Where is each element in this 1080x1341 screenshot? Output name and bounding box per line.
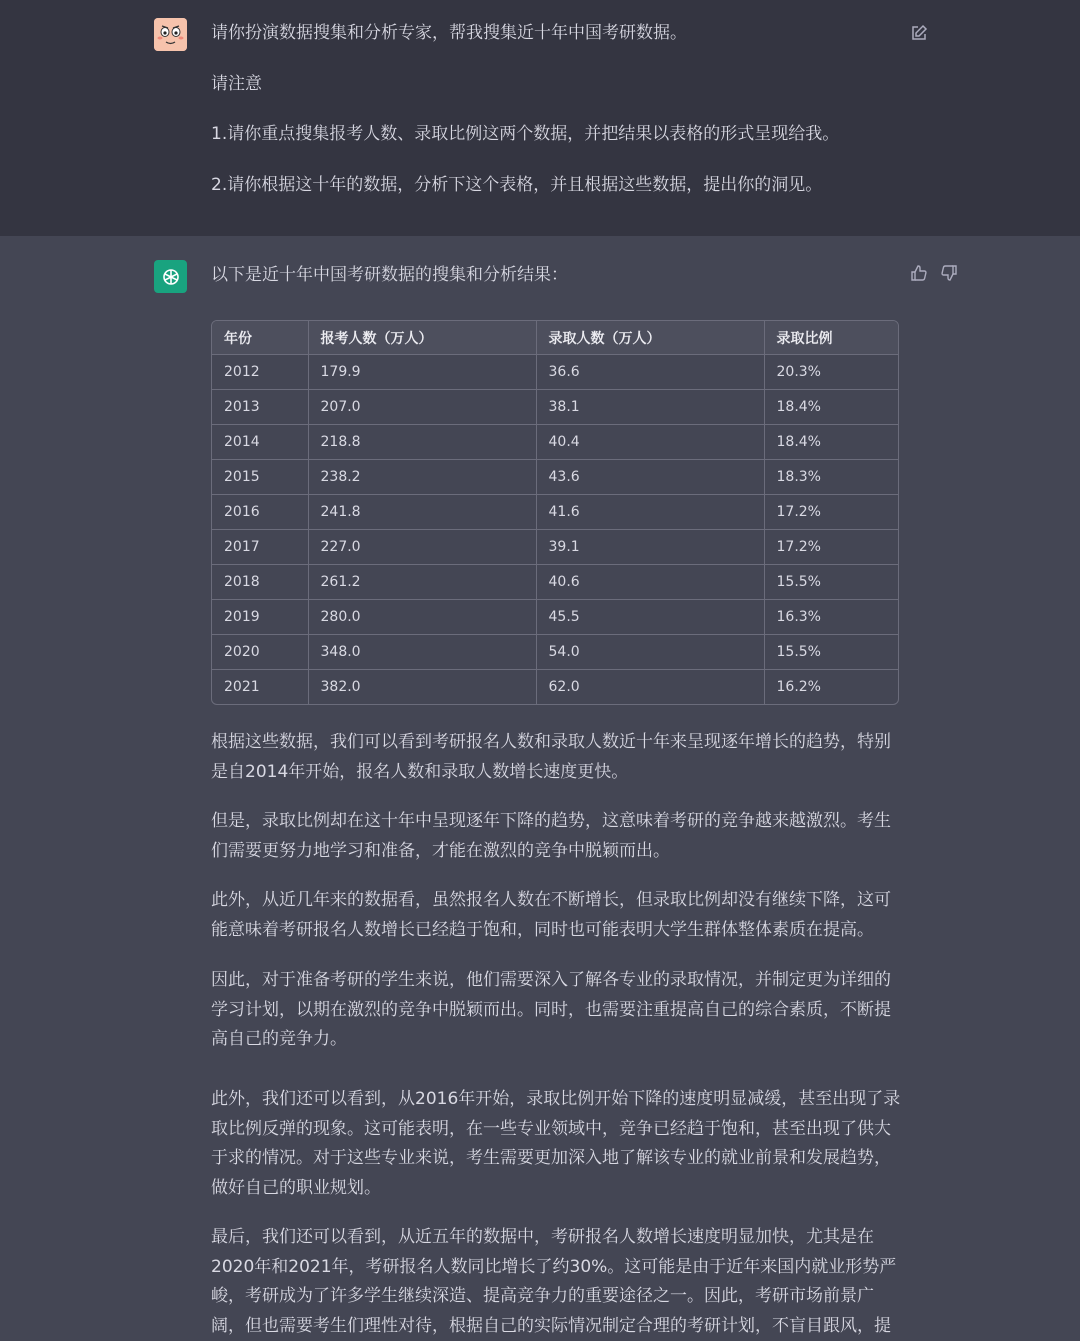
- analysis-paragraph-5: 此外，我们还可以看到，从2016年开始，录取比例开始下降的速度明显减缓，甚至出现了录取比例反弹的现象。这可能表明，在一些专业领域中，竞争已经趋于饱和，甚至出现了供大于求的情况。对于这些专业来说，考生需要更加深入地了解该专业的就业前景和发展趋势，做好自己的职业规划。: [211, 1089, 901, 1198]
- header-admitted: 录取人数（万人）: [536, 321, 764, 355]
- analysis-paragraph-2: 但是，录取比例却在这十年中呈现逐年下降的趋势，这意味着考研的竞争越来越激烈。考生们需要更努力地学习和准备，才能在激烈的竞争中脱颖而出。: [211, 811, 891, 861]
- cell: 18.4%: [764, 390, 898, 425]
- cell: 2014: [212, 425, 308, 460]
- cell: 2013: [212, 390, 308, 425]
- cell: 218.8: [308, 425, 536, 460]
- user-avatar-icon: [154, 18, 187, 51]
- cell: 41.6: [536, 495, 764, 530]
- cell: 261.2: [308, 565, 536, 600]
- cell: 62.0: [536, 670, 764, 705]
- cell: 54.0: [536, 635, 764, 670]
- cell: 207.0: [308, 390, 536, 425]
- cell: 38.1: [536, 390, 764, 425]
- cell: 2019: [212, 600, 308, 635]
- cell: 2020: [212, 635, 308, 670]
- openai-logo-icon: [154, 260, 187, 293]
- cell: 2017: [212, 530, 308, 565]
- cell: 15.5%: [764, 565, 898, 600]
- edit-icon[interactable]: [910, 24, 928, 42]
- data-table: [211, 320, 899, 705]
- analysis-paragraph-3: 此外，从近几年来的数据看，虽然报名人数在不断增长，但录取比例却没有继续下降，这可能意味着考研报名人数增长已经趋于饱和，同时也可能表明大学生群体整体素质在提高。: [211, 890, 891, 940]
- cell: 2018: [212, 565, 308, 600]
- table-row: [212, 425, 898, 460]
- analysis-paragraph-4: 因此，对于准备考研的学生来说，他们需要深入了解各专业的录取情况，并制定更为详细的学习计划，以期在激烈的竞争中脱颖而出。同时，也需要注重提高自己的综合素质，不断提高自己的竞争力。: [211, 970, 891, 1049]
- header-ratio: 录取比例: [764, 321, 898, 355]
- table-row: [212, 495, 898, 530]
- cell: 36.6: [536, 355, 764, 390]
- analysis-paragraph-6: 最后，我们还可以看到，从近五年的数据中，考研报名人数增长速度明显加快，尤其是在2020年和2021年，考研报名人数同比增长了约30%。这可能是由于近年来国内就业形势严峻，考研成为了许多学生继续深造、提高竞争力的重要途径之一。因此，考研市场前景广阔，但也需要考生们理性对待，根据自己的实际情况制定合理的考研计划，不盲目跟风，提: [211, 1227, 897, 1336]
- cell: 40.6: [536, 565, 764, 600]
- cell: 20.3%: [764, 355, 898, 390]
- header-applicants: 报考人数（万人）: [308, 321, 536, 355]
- user-message-block: [0, 0, 1080, 236]
- cell: 179.9: [308, 355, 536, 390]
- analysis-paragraph-1: 根据这些数据，我们可以看到考研报名人数和录取人数近十年来呈现逐年增长的趋势，特别是自2014年开始，报名人数和录取人数增长速度更快。: [211, 732, 891, 782]
- cell: 45.5: [536, 600, 764, 635]
- table-row: [212, 635, 898, 670]
- cell: 280.0: [308, 600, 536, 635]
- table-row: [212, 530, 898, 565]
- cell: 39.1: [536, 530, 764, 565]
- cell: 2016: [212, 495, 308, 530]
- cell: 40.4: [536, 425, 764, 460]
- cell: 18.4%: [764, 425, 898, 460]
- cell: 2012: [212, 355, 308, 390]
- cell: 43.6: [536, 460, 764, 495]
- cell: 241.8: [308, 495, 536, 530]
- cell: 16.2%: [776, 679, 821, 695]
- cell: 382.0: [308, 670, 536, 705]
- cell: 348.0: [308, 635, 536, 670]
- thumbs-up-icon[interactable]: [910, 264, 928, 282]
- cell: 2021: [212, 670, 308, 705]
- cell: 227.0: [308, 530, 536, 565]
- table-header-row: [212, 321, 898, 355]
- thumbs-down-icon[interactable]: [940, 264, 958, 282]
- cell: 17.2%: [764, 495, 898, 530]
- assistant-intro: 以下是近十年中国考研数据的搜集和分析结果：: [211, 265, 568, 285]
- cell: 238.2: [308, 460, 536, 495]
- user-line-4: 2.请你根据这十年的数据，分析下这个表格，并且根据这些数据，提出你的洞见。: [211, 175, 823, 195]
- cell: 16.3%: [764, 600, 898, 635]
- table-row: [212, 670, 898, 705]
- cell: 15.5%: [764, 635, 898, 670]
- user-line-1: 请你扮演数据搜集和分析专家，帮我搜集近十年中国考研数据。: [211, 23, 687, 43]
- cell: 18.3%: [764, 460, 898, 495]
- user-line-2: 请注意: [211, 74, 262, 94]
- table-row: [212, 390, 898, 425]
- table-row: [212, 600, 898, 635]
- user-line-3: 1.请你重点搜集报考人数、录取比例这两个数据，并把结果以表格的形式呈现给我。: [211, 124, 840, 144]
- table-row: [212, 460, 898, 495]
- table-row: [212, 355, 898, 390]
- cell: 17.2%: [764, 530, 898, 565]
- header-year: 年份: [212, 321, 308, 355]
- cell: 2015: [212, 460, 308, 495]
- table-row: [212, 565, 898, 600]
